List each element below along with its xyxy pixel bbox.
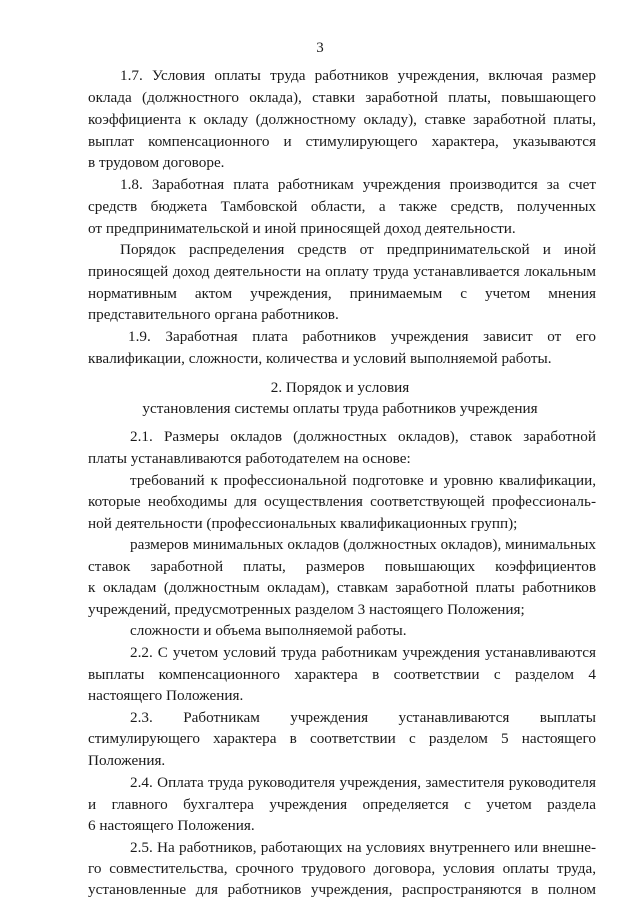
paragraph-distribution-line: Порядок распределения средств от предпринимательской и иной: [120, 241, 596, 258]
section-heading: установления системы оплаты труда работников учреждения: [142, 400, 538, 417]
paragraph-2-5-line: го совместительства, срочного трудового договора, условия оплаты труда,: [88, 860, 596, 877]
paragraph-2-1-item: ной деятельности (профессиональных квалификационных групп);: [88, 515, 518, 532]
paragraph-2-4-line: и главного бухгалтера учреждения определяется с учетом раздела: [88, 796, 596, 813]
paragraph-2-1-item: размеров минимальных окладов (должностных окладов), минимальных: [130, 536, 596, 553]
page-number: 3: [316, 40, 324, 56]
paragraph-2-2-line: настоящего Положения.: [88, 687, 244, 704]
paragraph-1-8-line: от предпринимательской и иной приносящей доход деятельности.: [88, 220, 516, 237]
paragraph-2-2-line: выплаты компенсационного характера в соответствии с разделом 4: [88, 666, 596, 683]
paragraph-2-4-line: 2.4. Оплата труда руководителя учреждения, заместителя руководителя: [130, 774, 596, 791]
paragraph-2-2-line: 2.2. С учетом условий труда работникам учреждения устанавливаются: [130, 644, 596, 661]
paragraph-1-8-line: средств бюджета Тамбовской области, а также средств, полученных: [88, 198, 596, 215]
paragraph-2-4-line: 6 настоящего Положения.: [88, 817, 255, 834]
paragraph-2-5-line: 2.5. На работников, работающих на условиях внутреннего или внешне-: [130, 839, 596, 856]
paragraph-2-1-item: сложности и объема выполняемой работы.: [130, 622, 407, 639]
paragraph-2-1-item: к окладам (должностным окладам), ставкам заработной платы работников: [88, 579, 596, 596]
paragraph-1-7-line: коэффициента к окладу (должностному окладу), ставке заработной платы,: [88, 111, 596, 128]
paragraph-distribution-line: нормативным актом учреждения, принимаемым с учетом мнения: [88, 285, 596, 302]
paragraph-2-1-line: 2.1. Размеры окладов (должностных окладов), ставок заработной: [130, 428, 596, 445]
paragraph-2-1-item: учреждений, предусмотренных разделом 3 настоящего Положения;: [88, 601, 525, 618]
paragraph-1-7-line: оклада (должностного оклада), ставки заработной платы, повышающего: [88, 89, 596, 106]
paragraph-distribution-line: представительного органа работников.: [88, 306, 339, 323]
paragraph-distribution-line: приносящей доход деятельности на оплату труда устанавливается локальным: [88, 263, 596, 280]
paragraph-1-7-line: выплат компенсационного и стимулирующего характера, указываются: [88, 133, 596, 150]
section-heading: 2. Порядок и условия: [270, 379, 410, 396]
paragraph-2-1-item: ставок заработной платы, размеров повышающих коэффициентов: [88, 558, 596, 575]
paragraph-2-1-item: требований к профессиональной подготовке и уровню квалификации,: [130, 472, 596, 489]
paragraph-1-7-line: 1.7. Условия оплаты труда работников учреждения, включая размер: [120, 67, 596, 84]
paragraph-1-8-line: 1.8. Заработная плата работникам учреждения производится за счет: [120, 176, 596, 193]
paragraph-2-1-item: которые необходимы для осуществления соответствующей профессиональ-: [88, 493, 596, 510]
paragraph-2-3-line: 2.3. Работникам учреждения устанавливаются выплаты: [130, 709, 596, 726]
paragraph-1-9-line: 1.9. Заработная плата работников учреждения зависит от его: [128, 328, 596, 345]
paragraph-1-7-line: в трудовом договоре.: [88, 154, 225, 171]
paragraph-2-5-line: установленные для работников учреждения, распространяются в полном: [88, 881, 596, 898]
paragraph-2-3-line: стимулирующего характера в соответствии с разделом 5 настоящего: [88, 730, 596, 747]
paragraph-2-3-line: Положения.: [88, 752, 166, 769]
paragraph-1-9-line: квалификации, сложности, количества и условий выполняемой работы.: [88, 350, 552, 367]
paragraph-2-1-line: платы устанавливаются работодателем на основе:: [88, 450, 411, 467]
